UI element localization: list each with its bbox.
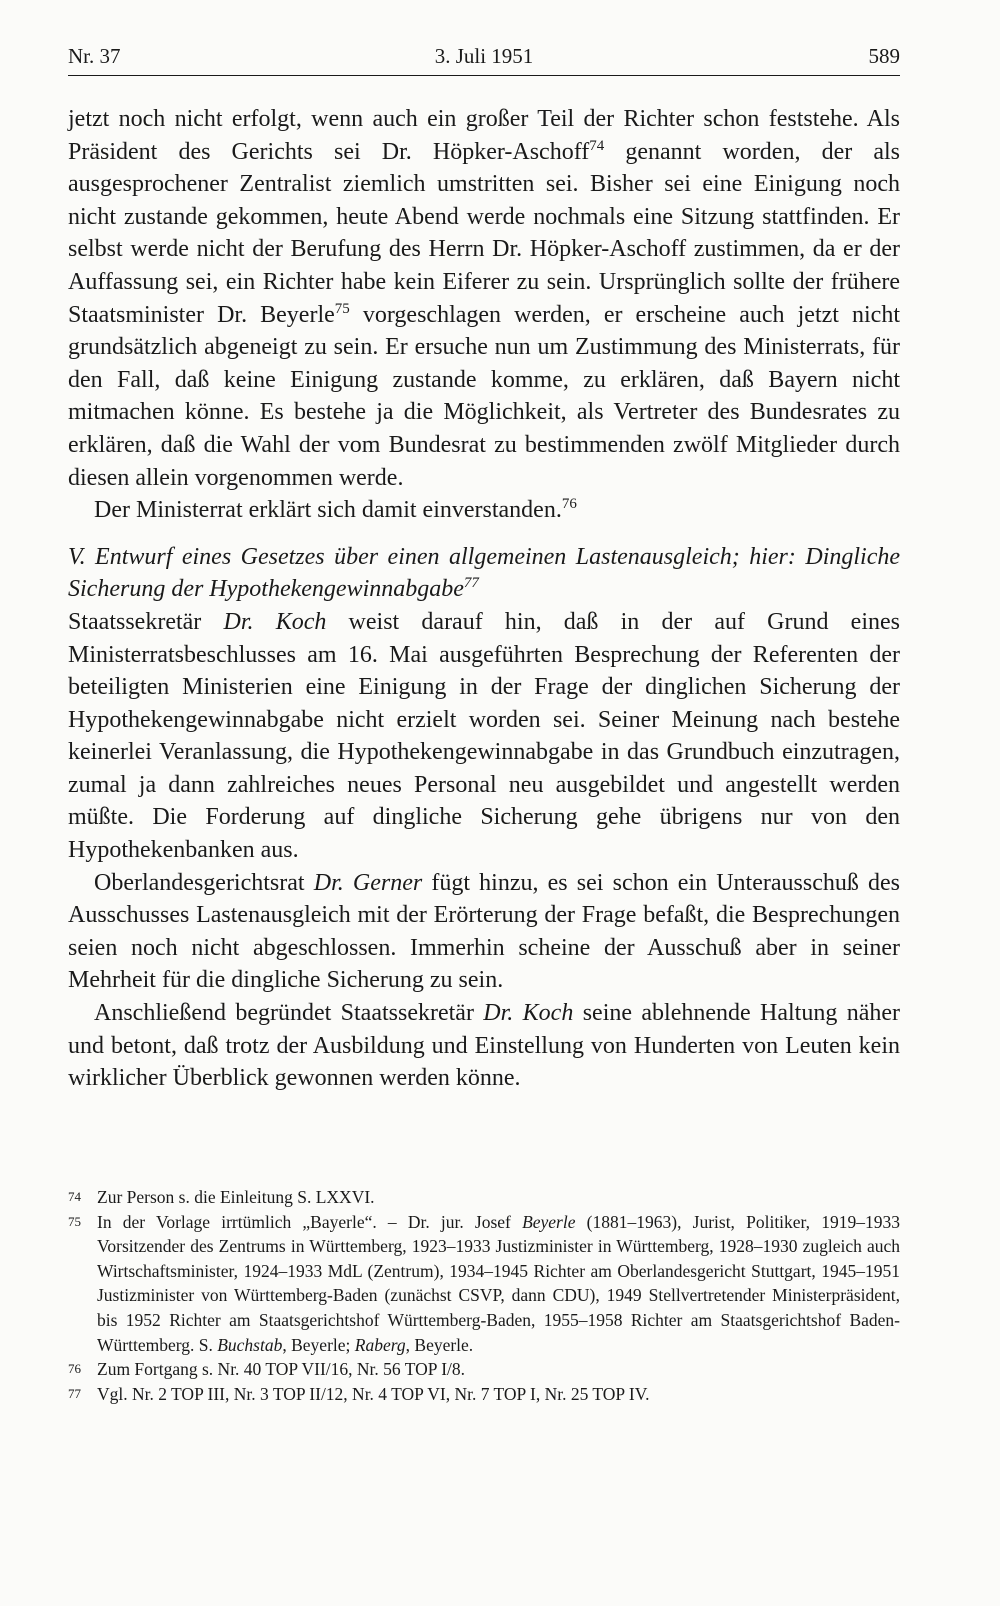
footnote-number: 74 — [68, 1189, 81, 1204]
footnote-ref-75[interactable]: 75 — [334, 300, 350, 317]
running-header — [68, 40, 900, 76]
spacer — [68, 527, 900, 541]
footnote-74: 74 Zur Person s. die Einleitung S. LXXVI. — [68, 1185, 900, 1210]
paragraph-3: Staatssekretär Dr. Koch weist darauf hin, daß in der auf Grund eines Ministerratsbeschlusses am 16. Mai ausgeführten Besprechung der Referenten der beteiligten Ministerien eine Einigung in der Frage der dinglichen Sicherung der Hypothekengewinnabgabe nicht erzielt worden sei. Seiner Meinung nach bestehe keinerlei Veranlassung, die Hypothekengewinnabgabe in das Grundbuch einzutragen, zumal ja dann zahlreiches neues Personal neu ausgebildet und angestellt werden müßte. Die Forderung auf dingliche Sicherung gehe übrigens nur von den Hypothekenbanken aus. — [68, 608, 900, 864]
main-text — [68, 103, 900, 1095]
speaker-name: Dr. Koch — [223, 608, 327, 635]
footnote-ref-77[interactable]: 77 — [463, 575, 479, 592]
header-rule — [68, 75, 900, 76]
footnote-75: 75 In der Vorlage irrtümlich „Bayerle“. – Dr. jur. Josef Beyerle (1881–1963), Jurist, Politiker, 1919–1933 Vorsitzender des Zentrums in Württemberg, 1923–1933 Justizminister in Württemberg, 1928–1930 zugleich auch Wirtschaftsminister, 1924–1933 MdL (Zentrum), 1934–1945 Richter am Oberlandesgericht Stuttgart, 1945–1951 Justizminister von Württemberg-Baden (zunächst CSVP, dann CDU), 1949 Stellvertretender Ministerpräsident, bis 1952 Richter am Staatsgerichtshof Württemberg-Baden, 1955–1958 Richter am Staatsgerichtshof Baden-Württemberg. S. Buchstab, Beyerle; Raberg, Beyerle. — [68, 1211, 900, 1355]
footnote-ref-74[interactable]: 74 — [589, 137, 605, 154]
footnote-number: 76 — [68, 1361, 81, 1377]
session-date: 3. Juli 1951 — [434, 44, 534, 68]
footnote-77: 77 Vgl. Nr. 2 TOP III, Nr. 3 TOP II/12, Nr. 4 TOP VI, Nr. 7 TOP I, Nr. 25 TOP IV. — [68, 1382, 900, 1407]
page-number: 589 — [868, 44, 900, 68]
paragraph-5: Anschließend begründet Staatssekretär Dr. Koch seine ablehnende Haltung näher und betont, daß trotz der Ausbildung und Einstellung von Hunderten von Leuten kein wirklicher Überblick gewonnen werden könne. — [68, 1000, 900, 1092]
paragraph-2: Der Ministerrat erklärt sich damit einverstanden.$^{76}$ — [94, 496, 577, 524]
document-number: Nr. 37 — [68, 44, 121, 68]
speaker-name: Dr. Gerner — [313, 869, 423, 896]
paragraph-4: Oberlandesgerichtsrat Dr. Gerner fügt hinzu, es sei schon ein Unterausschuß des Ausschusses Lastenausgleich mit der Erörterung der Frage befaßt, die Besprechungen seien noch nicht abgeschlossen. Immerhin scheine der Ausschuß aber in seiner Mehrheit für die dingliche Sicherung zu sein. — [68, 869, 900, 994]
footnote-number: 75 — [68, 1213, 81, 1229]
footnote-ref-76[interactable]: 76 — [561, 496, 577, 513]
paragraph-1: jetzt noch nicht erfolgt, wenn auch ein großer Teil der Richter schon feststehe. Als Präsident des Gerichts sei Dr. Höpker-Aschoff$^{74}$ genannt worden, der als ausgesprochener Zentralist ziemlich umstritten sei. Bisher sei eine Einigung noch nicht zustande gekommen, heute Abend werde nochmals eine Sitzung stattfinden. Er selbst werde nicht der Berufung des Herrn Dr. Höpker-Aschoff zustimmen, da er der Auffassung sei, ein Richter habe kein Eiferer zu sein. Ursprünglich sollte der frühere Staatsminister Dr. Beyerle$^{75}$ vorgeschlagen werden, er erscheine auch jetzt nicht grundsätzlich abgeneigt zu sein. Er ersuche nun um Zustimmung des Ministerrats, für den Fall, daß keine Einigung zustande komme, zu erklären, daß Bayern nicht mitmachen könne. Es bestehe ja die Möglichkeit, als Vertreter des Bundesrates zu erklären, daß die Wahl der vom Bundesrat zu bestimmenden zwölf Mitglieder durch diesen allein vorgenommen werde. — [68, 106, 901, 491]
speaker-name: Dr. Koch — [483, 1000, 574, 1027]
footnote-number: 77 — [68, 1385, 81, 1401]
footnote-76: 76 Zum Fortgang s. Nr. 40 TOP VII/16, Nr. 56 TOP I/8. — [68, 1357, 900, 1382]
section-heading: V. Entwurf eines Gesetzes über einen allgemeinen Lastenausgleich; hier: Dingliche Sicherung der Hypothekengewinnabgabe$^{77}$ — [68, 543, 900, 603]
footnotes — [68, 1185, 900, 1406]
